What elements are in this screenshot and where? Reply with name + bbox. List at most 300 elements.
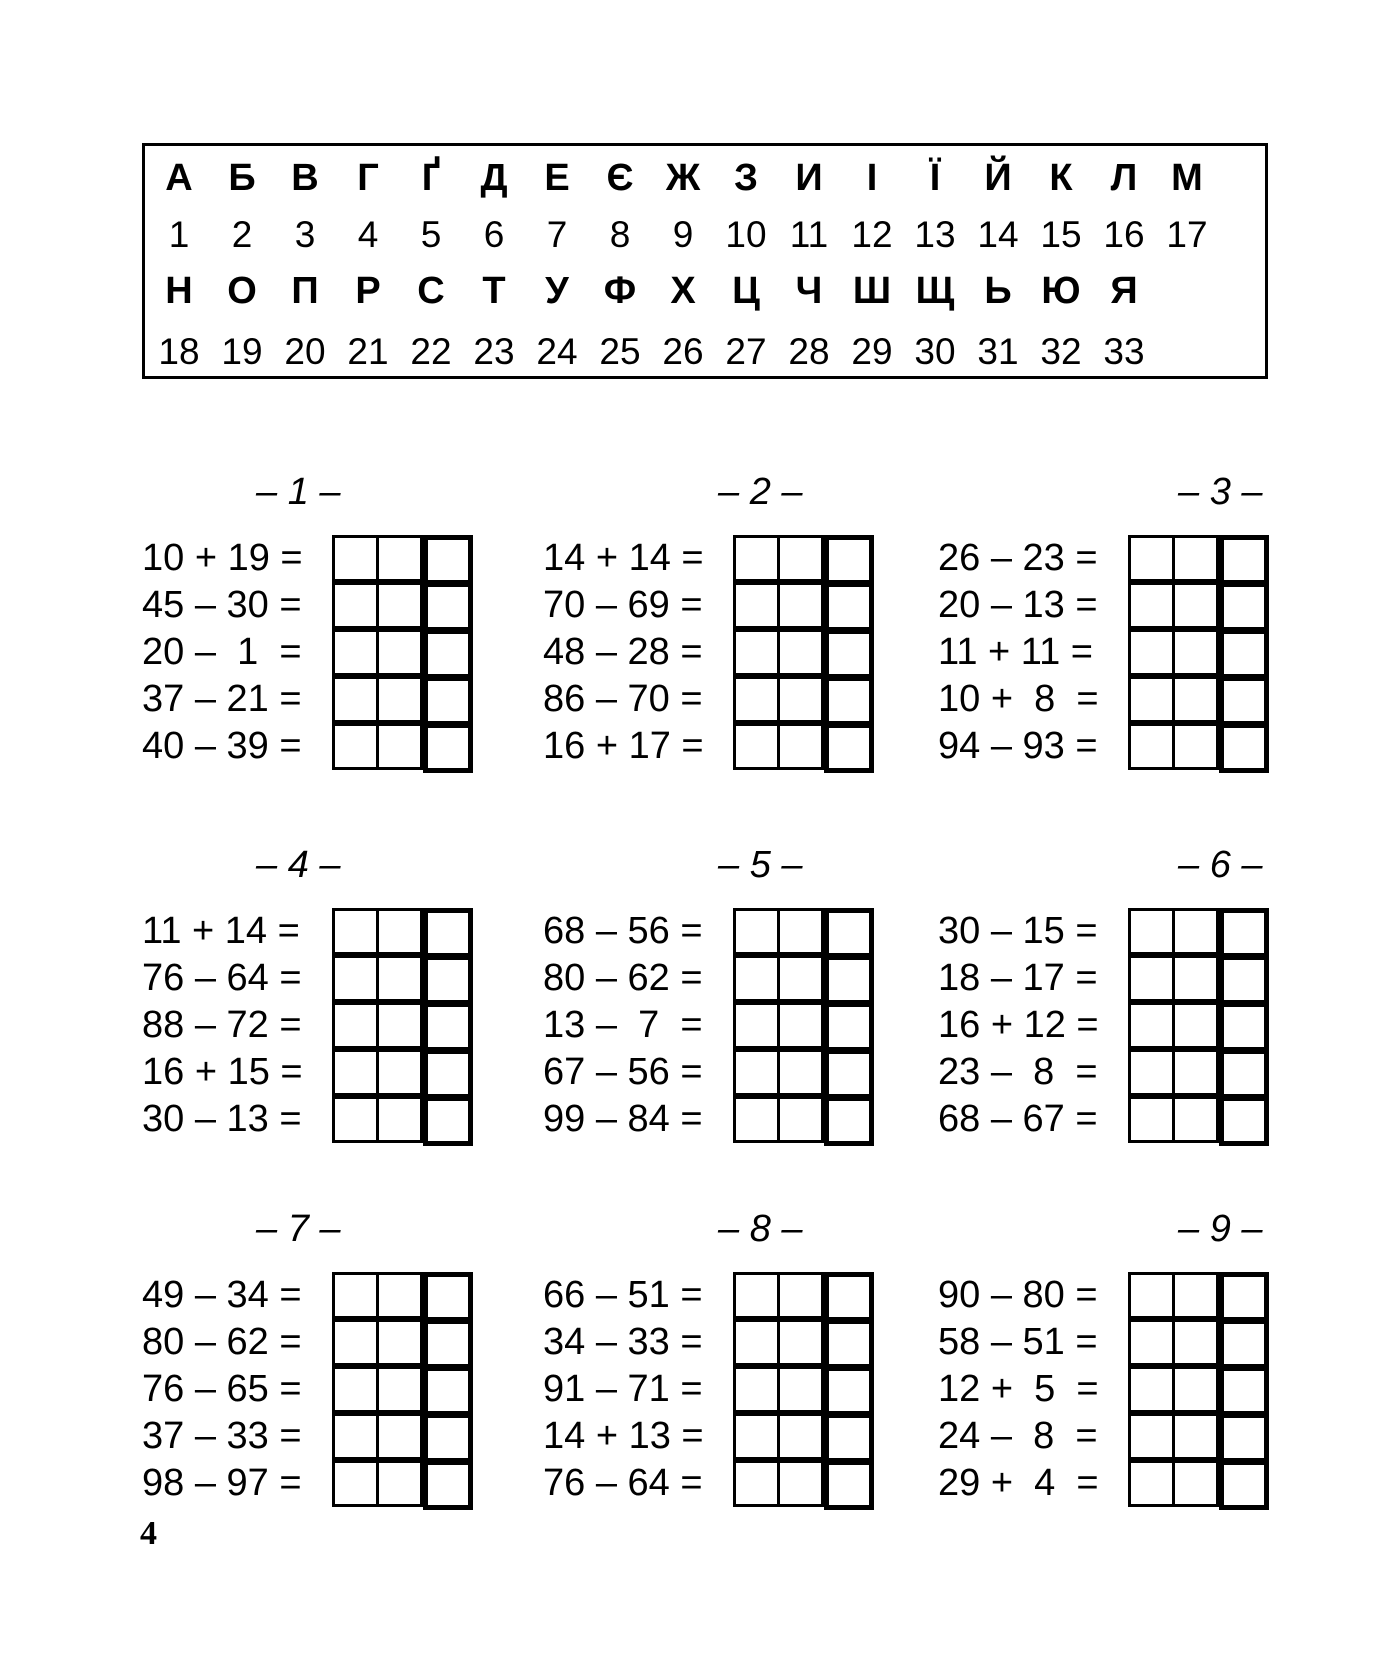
letter-answer-box[interactable]	[1219, 629, 1269, 679]
digit-answer-box[interactable]	[777, 1460, 824, 1507]
answer-row	[1128, 908, 1273, 955]
equation: 26 – 23 =	[938, 537, 1098, 579]
equation: 90 – 80 =	[938, 1274, 1098, 1316]
cipher-letter: Є	[606, 157, 634, 199]
cipher-letter: Ю	[1041, 270, 1081, 312]
exercise-number: – 5 –	[718, 844, 803, 886]
cipher-number: 21	[347, 331, 389, 372]
digit-answer-box[interactable]	[376, 535, 423, 582]
cipher-letter: Ь	[984, 270, 1012, 312]
digit-answer-box[interactable]	[1172, 1049, 1219, 1096]
cipher-number: 23	[473, 331, 515, 372]
digit-answer-box[interactable]	[1128, 1319, 1175, 1366]
answer-row	[733, 908, 878, 955]
digit-answer-box[interactable]	[332, 629, 379, 676]
equation: 45 – 30 =	[142, 584, 302, 626]
cipher-number: 28	[788, 331, 830, 372]
exercise-number: – 4 –	[256, 844, 341, 886]
exercise-number: – 2 –	[718, 471, 803, 513]
digit-answer-box[interactable]	[376, 723, 423, 770]
letter-answer-box[interactable]	[423, 908, 473, 958]
answer-row	[332, 1002, 477, 1049]
digit-answer-box[interactable]	[376, 1460, 423, 1507]
digit-answer-box[interactable]	[1128, 1096, 1175, 1143]
equation: 30 – 15 =	[938, 910, 1098, 952]
cipher-letter: Й	[984, 157, 1012, 199]
answer-row	[332, 629, 477, 676]
digit-answer-box[interactable]	[777, 1096, 824, 1143]
digit-answer-box[interactable]	[1128, 1002, 1175, 1049]
exercise-block	[142, 843, 482, 1143]
equation: 98 – 97 =	[142, 1462, 302, 1504]
equation: 24 – 8 =	[938, 1415, 1098, 1457]
digit-answer-box[interactable]	[332, 582, 379, 629]
answer-row	[332, 535, 477, 582]
equation: 14 + 14 =	[543, 537, 704, 579]
digit-answer-box[interactable]	[1172, 908, 1219, 955]
cipher-number: 29	[851, 331, 893, 372]
equation: 14 + 13 =	[543, 1415, 704, 1457]
letter-answer-box[interactable]	[423, 676, 473, 726]
letter-answer-box[interactable]	[1219, 582, 1269, 632]
answer-row	[332, 1319, 477, 1366]
digit-answer-box[interactable]	[332, 1272, 379, 1319]
digit-answer-box[interactable]	[777, 908, 824, 955]
letter-answer-box[interactable]	[1219, 1413, 1269, 1463]
letter-answer-box[interactable]	[824, 535, 874, 585]
cipher-number: 4	[357, 214, 379, 255]
cipher-number: 33	[1103, 331, 1145, 372]
digit-answer-box[interactable]	[1128, 535, 1175, 582]
answer-grid	[733, 908, 878, 1145]
digit-answer-box[interactable]	[376, 1002, 423, 1049]
equation: 11 + 14 =	[142, 910, 300, 952]
equation: 76 – 64 =	[142, 957, 302, 999]
equation: 68 – 67 =	[938, 1098, 1098, 1140]
digit-answer-box[interactable]	[376, 908, 423, 955]
letter-answer-box[interactable]	[423, 1096, 473, 1146]
exercise-number: – 1 –	[256, 471, 341, 513]
answer-row	[332, 1096, 477, 1143]
digit-answer-box[interactable]	[376, 1049, 423, 1096]
digit-answer-box[interactable]	[332, 535, 379, 582]
letter-answer-box[interactable]	[824, 1049, 874, 1099]
letter-answer-box[interactable]	[824, 1366, 874, 1416]
cipher-letter: Т	[482, 270, 506, 312]
exercise-block	[142, 1207, 482, 1507]
letter-answer-box[interactable]	[824, 1319, 874, 1369]
equation: 66 – 51 =	[543, 1274, 703, 1316]
exercise-number: – 9 –	[1178, 1208, 1263, 1250]
cipher-letter: Б	[228, 157, 256, 199]
cipher-letter: У	[545, 270, 569, 312]
digit-answer-box[interactable]	[777, 535, 824, 582]
digit-answer-box[interactable]	[1172, 582, 1219, 629]
letter-answer-box[interactable]	[824, 629, 874, 679]
equation: 70 – 69 =	[543, 584, 703, 626]
digit-answer-box[interactable]	[376, 1366, 423, 1413]
digit-answer-box[interactable]	[1172, 629, 1219, 676]
answer-row	[733, 955, 878, 1002]
digit-answer-box[interactable]	[1172, 1096, 1219, 1143]
digit-answer-box[interactable]	[1128, 1460, 1175, 1507]
equation: 20 – 1 =	[142, 631, 302, 673]
digit-answer-box[interactable]	[332, 1049, 379, 1096]
digit-answer-box[interactable]	[777, 955, 824, 1002]
digit-answer-box[interactable]	[1172, 535, 1219, 582]
letter-answer-box[interactable]	[824, 1096, 874, 1146]
digit-answer-box[interactable]	[777, 1049, 824, 1096]
cipher-number: 25	[599, 331, 641, 372]
digit-answer-box[interactable]	[376, 1096, 423, 1143]
equation: 29 + 4 =	[938, 1462, 1099, 1504]
answer-row	[1128, 582, 1273, 629]
digit-answer-box[interactable]	[332, 1319, 379, 1366]
cipher-number: 6	[483, 214, 505, 255]
letter-answer-box[interactable]	[423, 1413, 473, 1463]
digit-answer-box[interactable]	[1128, 1272, 1175, 1319]
letter-answer-box[interactable]	[423, 1319, 473, 1369]
answer-row	[332, 1049, 477, 1096]
letter-answer-box[interactable]	[824, 1002, 874, 1052]
letter-answer-box[interactable]	[824, 1272, 874, 1322]
letter-answer-box[interactable]	[423, 955, 473, 1005]
digit-answer-box[interactable]	[733, 1096, 780, 1143]
digit-answer-box[interactable]	[777, 629, 824, 676]
digit-answer-box[interactable]	[332, 723, 379, 770]
cipher-letter: К	[1049, 157, 1073, 199]
equation: 30 – 13 =	[142, 1098, 302, 1140]
equation: 23 – 8 =	[938, 1051, 1098, 1093]
digit-answer-box[interactable]	[733, 582, 780, 629]
letter-answer-box[interactable]	[1219, 1319, 1269, 1369]
letter-answer-box[interactable]	[1219, 723, 1269, 773]
cipher-letter: І	[866, 157, 878, 199]
cipher-number: 15	[1040, 214, 1082, 255]
equation: 13 – 7 =	[543, 1004, 703, 1046]
cipher-number: 9	[672, 214, 694, 255]
cipher-number: 19	[221, 331, 263, 372]
cipher-letter: Ч	[795, 270, 823, 312]
digit-answer-box[interactable]	[1128, 723, 1175, 770]
digit-answer-box[interactable]	[777, 1366, 824, 1413]
answer-row	[733, 1272, 878, 1319]
digit-answer-box[interactable]	[733, 629, 780, 676]
answer-row	[1128, 1413, 1273, 1460]
answer-row	[332, 908, 477, 955]
digit-answer-box[interactable]	[332, 1413, 379, 1460]
letter-answer-box[interactable]	[423, 582, 473, 632]
digit-answer-box[interactable]	[777, 1413, 824, 1460]
exercise-number: – 6 –	[1178, 844, 1263, 886]
digit-answer-box[interactable]	[1172, 1460, 1219, 1507]
answer-row	[733, 1366, 878, 1413]
letter-answer-box[interactable]	[824, 676, 874, 726]
equation: 76 – 65 =	[142, 1368, 302, 1410]
digit-answer-box[interactable]	[733, 676, 780, 723]
equation: 10 + 19 =	[142, 537, 303, 579]
answer-row	[733, 582, 878, 629]
answer-row	[332, 723, 477, 770]
digit-answer-box[interactable]	[1128, 582, 1175, 629]
digit-answer-box[interactable]	[733, 723, 780, 770]
digit-answer-box[interactable]	[376, 1272, 423, 1319]
digit-answer-box[interactable]	[376, 1319, 423, 1366]
answer-row	[1128, 629, 1273, 676]
letter-answer-box[interactable]	[423, 1002, 473, 1052]
letter-answer-box[interactable]	[423, 629, 473, 679]
answer-row	[733, 1413, 878, 1460]
digit-answer-box[interactable]	[733, 1366, 780, 1413]
cipher-number: 16	[1103, 214, 1145, 255]
cipher-number: 10	[725, 214, 767, 255]
digit-answer-box[interactable]	[1128, 1049, 1175, 1096]
letter-answer-box[interactable]	[423, 1366, 473, 1416]
digit-answer-box[interactable]	[1172, 1272, 1219, 1319]
equation: 11 + 11 =	[938, 631, 1093, 673]
digit-answer-box[interactable]	[376, 955, 423, 1002]
digit-answer-box[interactable]	[332, 908, 379, 955]
digit-answer-box[interactable]	[332, 1460, 379, 1507]
cipher-number: 18	[158, 331, 200, 372]
answer-row	[733, 1002, 878, 1049]
cipher-number: 31	[977, 331, 1019, 372]
exercise-block	[543, 1207, 883, 1507]
equation: 91 – 71 =	[543, 1368, 703, 1410]
digit-answer-box[interactable]	[777, 1319, 824, 1366]
exercise-block	[142, 470, 482, 770]
answer-row	[1128, 676, 1273, 723]
cipher-table	[142, 143, 1268, 379]
answer-row	[332, 1366, 477, 1413]
letter-answer-box[interactable]	[824, 1413, 874, 1463]
digit-answer-box[interactable]	[332, 1002, 379, 1049]
equation: 80 – 62 =	[142, 1321, 302, 1363]
letter-answer-box[interactable]	[423, 1460, 473, 1510]
cipher-number: 11	[789, 214, 829, 255]
digit-answer-box[interactable]	[376, 1413, 423, 1460]
letter-answer-box[interactable]	[1219, 1366, 1269, 1416]
digit-answer-box[interactable]	[376, 676, 423, 723]
digit-answer-box[interactable]	[332, 676, 379, 723]
answer-row	[332, 1460, 477, 1507]
cipher-letter: Я	[1110, 270, 1138, 312]
equation: 94 – 93 =	[938, 725, 1098, 767]
letter-answer-box[interactable]	[824, 1460, 874, 1510]
letter-answer-box[interactable]	[1219, 535, 1269, 585]
digit-answer-box[interactable]	[1128, 1366, 1175, 1413]
digit-answer-box[interactable]	[1172, 955, 1219, 1002]
exercise-number: – 3 –	[1178, 471, 1263, 513]
digit-answer-box[interactable]	[1172, 1002, 1219, 1049]
cipher-letter: Ж	[665, 157, 701, 199]
answer-row	[733, 676, 878, 723]
answer-row	[1128, 1002, 1273, 1049]
cipher-letter: Ш	[852, 270, 892, 312]
answer-grid	[733, 1272, 878, 1509]
digit-answer-box[interactable]	[1128, 676, 1175, 723]
exercise-number: – 8 –	[718, 1208, 803, 1250]
cipher-number: 24	[536, 331, 578, 372]
letter-answer-box[interactable]	[1219, 908, 1269, 958]
cipher-letter: В	[291, 157, 319, 199]
equation: 16 + 12 =	[938, 1004, 1099, 1046]
cipher-letter: Ц	[732, 270, 760, 312]
cipher-letter: Н	[165, 270, 193, 312]
cipher-number: 27	[725, 331, 767, 372]
answer-row	[1128, 1366, 1273, 1413]
cipher-letter: Ф	[603, 270, 637, 312]
equation: 48 – 28 =	[543, 631, 703, 673]
digit-answer-box[interactable]	[733, 1002, 780, 1049]
digit-answer-box[interactable]	[376, 582, 423, 629]
answer-row	[1128, 535, 1273, 582]
equation: 37 – 21 =	[142, 678, 302, 720]
answer-row	[733, 1460, 878, 1507]
digit-answer-box[interactable]	[733, 908, 780, 955]
letter-answer-box[interactable]	[423, 535, 473, 585]
cipher-number: 12	[851, 214, 893, 255]
digit-answer-box[interactable]	[1128, 629, 1175, 676]
equation: 34 – 33 =	[543, 1321, 703, 1363]
digit-answer-box[interactable]	[1172, 1413, 1219, 1460]
cipher-letter: М	[1171, 157, 1203, 199]
cipher-number: 30	[914, 331, 956, 372]
cipher-letter: З	[734, 157, 758, 199]
digit-answer-box[interactable]	[777, 1272, 824, 1319]
exercise-block	[938, 470, 1278, 770]
answer-row	[1128, 955, 1273, 1002]
equation: 58 – 51 =	[938, 1321, 1098, 1363]
digit-answer-box[interactable]	[332, 955, 379, 1002]
answer-row	[733, 1319, 878, 1366]
digit-answer-box[interactable]	[777, 676, 824, 723]
letter-answer-box[interactable]	[423, 1049, 473, 1099]
digit-answer-box[interactable]	[1172, 1319, 1219, 1366]
answer-row	[332, 1272, 477, 1319]
cipher-letter: Е	[544, 157, 570, 199]
equation: 18 – 17 =	[938, 957, 1098, 999]
answer-grid	[332, 535, 477, 772]
equation: 76 – 64 =	[543, 1462, 703, 1504]
digit-answer-box[interactable]	[733, 1460, 780, 1507]
exercise-block	[938, 843, 1278, 1143]
answer-row	[332, 582, 477, 629]
cipher-number: 17	[1166, 214, 1208, 255]
letter-answer-box[interactable]	[1219, 1272, 1269, 1322]
answer-row	[733, 629, 878, 676]
digit-answer-box[interactable]	[1128, 908, 1175, 955]
cipher-number: 32	[1040, 331, 1082, 372]
digit-answer-box[interactable]	[733, 1049, 780, 1096]
equation: 16 + 17 =	[543, 725, 704, 767]
equation: 16 + 15 =	[142, 1051, 303, 1093]
answer-row	[733, 1096, 878, 1143]
cipher-letter: Ґ	[421, 157, 441, 199]
equation: 68 – 56 =	[543, 910, 703, 952]
digit-answer-box[interactable]	[733, 535, 780, 582]
equation: 86 – 70 =	[543, 678, 703, 720]
letter-answer-box[interactable]	[423, 723, 473, 773]
cipher-number: 2	[231, 214, 253, 255]
letter-answer-box[interactable]	[423, 1272, 473, 1322]
letter-answer-box[interactable]	[824, 723, 874, 773]
digit-answer-box[interactable]	[733, 955, 780, 1002]
answer-row	[733, 1049, 878, 1096]
letter-answer-box[interactable]	[1219, 955, 1269, 1005]
equation: 99 – 84 =	[543, 1098, 703, 1140]
letter-answer-box[interactable]	[824, 582, 874, 632]
equation: 37 – 33 =	[142, 1415, 302, 1457]
letter-answer-box[interactable]	[1219, 1096, 1269, 1146]
letter-answer-box[interactable]	[824, 955, 874, 1005]
digit-answer-box[interactable]	[777, 582, 824, 629]
cipher-letter: А	[165, 157, 193, 199]
letter-answer-box[interactable]	[824, 908, 874, 958]
letter-answer-box[interactable]	[1219, 1460, 1269, 1510]
digit-answer-box[interactable]	[332, 1366, 379, 1413]
page-number: 4	[140, 1515, 157, 1552]
digit-answer-box[interactable]	[1172, 1366, 1219, 1413]
answer-row	[1128, 1319, 1273, 1366]
letter-answer-box[interactable]	[1219, 676, 1269, 726]
cipher-letter: Г	[357, 157, 379, 199]
digit-answer-box[interactable]	[1172, 676, 1219, 723]
digit-answer-box[interactable]	[733, 1413, 780, 1460]
digit-answer-box[interactable]	[332, 1096, 379, 1143]
answer-grid	[332, 1272, 477, 1509]
digit-answer-box[interactable]	[777, 1002, 824, 1049]
answer-row	[332, 955, 477, 1002]
equation: 49 – 34 =	[142, 1274, 302, 1316]
digit-answer-box[interactable]	[733, 1272, 780, 1319]
cipher-number: 14	[977, 214, 1019, 255]
digit-answer-box[interactable]	[1172, 723, 1219, 770]
cipher-number: 1	[168, 214, 190, 255]
equation: 67 – 56 =	[543, 1051, 703, 1093]
digit-answer-box[interactable]	[777, 723, 824, 770]
equation: 10 + 8 =	[938, 678, 1099, 720]
digit-answer-box[interactable]	[733, 1319, 780, 1366]
answer-grid	[332, 908, 477, 1145]
digit-answer-box[interactable]	[1128, 1413, 1175, 1460]
cipher-number: 7	[546, 214, 568, 255]
cipher-letter: Л	[1110, 157, 1138, 199]
equation: 88 – 72 =	[142, 1004, 302, 1046]
exercise-block	[938, 1207, 1278, 1507]
answer-row	[332, 676, 477, 723]
answer-row	[1128, 1096, 1273, 1143]
digit-answer-box[interactable]	[376, 629, 423, 676]
cipher-number: 5	[420, 214, 442, 255]
cipher-letter: П	[291, 270, 319, 312]
digit-answer-box[interactable]	[1128, 955, 1175, 1002]
equation: 20 – 13 =	[938, 584, 1098, 626]
cipher-letter: Д	[480, 157, 508, 199]
cipher-letter: Х	[670, 270, 696, 312]
cipher-number: 20	[284, 331, 326, 372]
answer-grid	[1128, 908, 1273, 1145]
cipher-letter: Ї	[929, 157, 941, 199]
exercise-number: – 7 –	[256, 1208, 341, 1250]
letter-answer-box[interactable]	[1219, 1049, 1269, 1099]
cipher-number: 13	[914, 214, 956, 255]
letter-answer-box[interactable]	[1219, 1002, 1269, 1052]
equation: 40 – 39 =	[142, 725, 302, 767]
answer-grid	[1128, 535, 1273, 772]
answer-row	[1128, 723, 1273, 770]
answer-row	[1128, 1460, 1273, 1507]
